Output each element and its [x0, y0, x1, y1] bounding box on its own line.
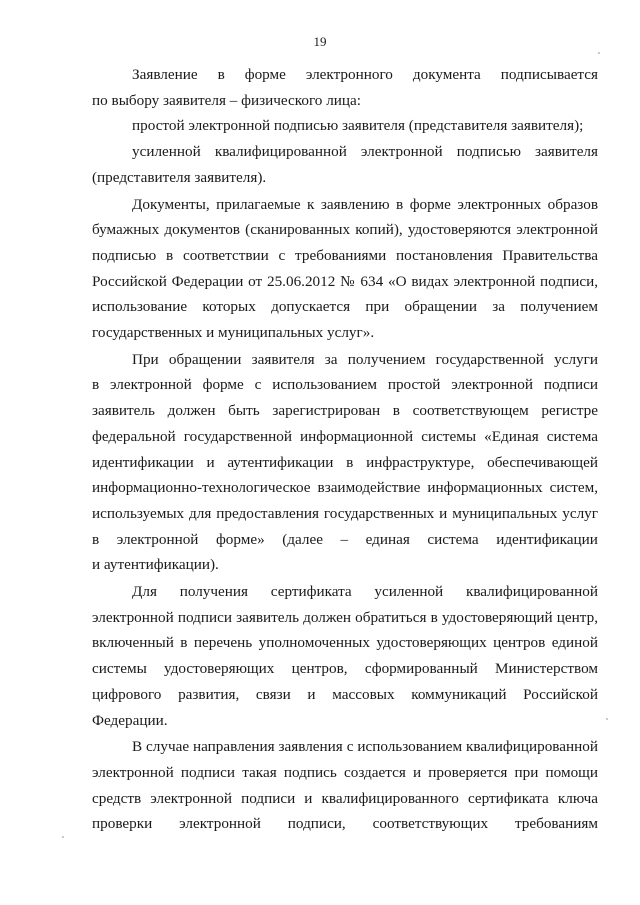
- text-line: Для получения сертификата усиленной квалифицированной: [132, 583, 598, 601]
- text-line: бумажных документов (сканированных копий), удостоверяются электронной: [92, 221, 598, 239]
- paragraph-attached-documents: [92, 192, 598, 346]
- paragraph-simple-signature: [92, 113, 598, 139]
- text-line: государственных и муниципальных услуг».: [92, 324, 375, 342]
- document-body: [92, 62, 598, 837]
- text-line: цифрового развития, связи и массовых коммуникаций Российской: [92, 685, 598, 703]
- scan-speck: [62, 836, 64, 838]
- text-line: Федерации.: [92, 711, 168, 729]
- text-line: по выбору заявителя – физического лица:: [92, 91, 361, 109]
- paragraph-certificate: [92, 579, 598, 733]
- page-number: 19: [313, 34, 327, 49]
- text-line: использование которых допускается при обращении за получением: [92, 298, 598, 316]
- text-line: подписью в соответствии с требованиями постановления Правительства: [92, 246, 598, 264]
- text-line: (представителя заявителя).: [92, 168, 267, 186]
- text-line: электронной подписи такая подпись создается и проверяется при помощи: [92, 763, 598, 781]
- scan-speck: [598, 52, 600, 54]
- text-line: простой электронной подписью заявителя (представителя заявителя);: [132, 117, 584, 135]
- text-line: заявитель должен быть зарегистрирован в соответствующем регистре: [92, 402, 598, 420]
- paragraph-esia-registration: [92, 347, 598, 578]
- text-line: федеральной государственной информационной системы «Единая система: [92, 427, 598, 445]
- paragraph-qualified-signature: [92, 139, 598, 190]
- text-line: Заявление в форме электронного документа подписывается: [132, 66, 598, 83]
- text-line: включенный в перечень уполномоченных удостоверяющих центров единой: [92, 634, 598, 652]
- text-line: усиленной квалифицированной электронной подписью заявителя: [132, 143, 598, 161]
- text-line: Российской Федерации от 25.06.2012 № 634 «О видах электронной подписи,: [92, 272, 598, 290]
- text-line: в электронной форме» (далее – единая система идентификации: [92, 530, 598, 548]
- text-line: идентификации и аутентификации в инфраструктуре, обеспечивающей: [92, 453, 598, 471]
- text-line: системы удостоверяющих центров, сформированный Министерством: [92, 660, 598, 678]
- text-line: электронной подписи заявитель должен обратиться в удостоверяющий центр,: [92, 608, 598, 626]
- scan-speck: [606, 718, 608, 720]
- paragraph-signature-options: [92, 62, 598, 113]
- text-line: В случае направления заявления с использованием квалифицированной: [132, 738, 598, 756]
- text-line: средств электронной подписи и квалифицированного сертификата ключа: [92, 789, 598, 807]
- text-line: При обращении заявителя за получением государственной услуги: [132, 350, 598, 368]
- text-line: в электронной форме с использованием простой электронной подписи: [92, 376, 598, 394]
- paragraph-qualified-verification: [92, 734, 598, 837]
- text-line: и аутентификации).: [92, 556, 219, 574]
- text-line: информационно-технологическое взаимодействие информационных систем,: [92, 479, 598, 497]
- text-line: используемых для предоставления государственных и муниципальных услуг: [92, 504, 598, 522]
- text-line: проверки электронной подписи, соответствующих требованиям: [92, 815, 598, 833]
- text-line: Документы, прилагаемые к заявлению в форме электронных образов: [132, 195, 598, 213]
